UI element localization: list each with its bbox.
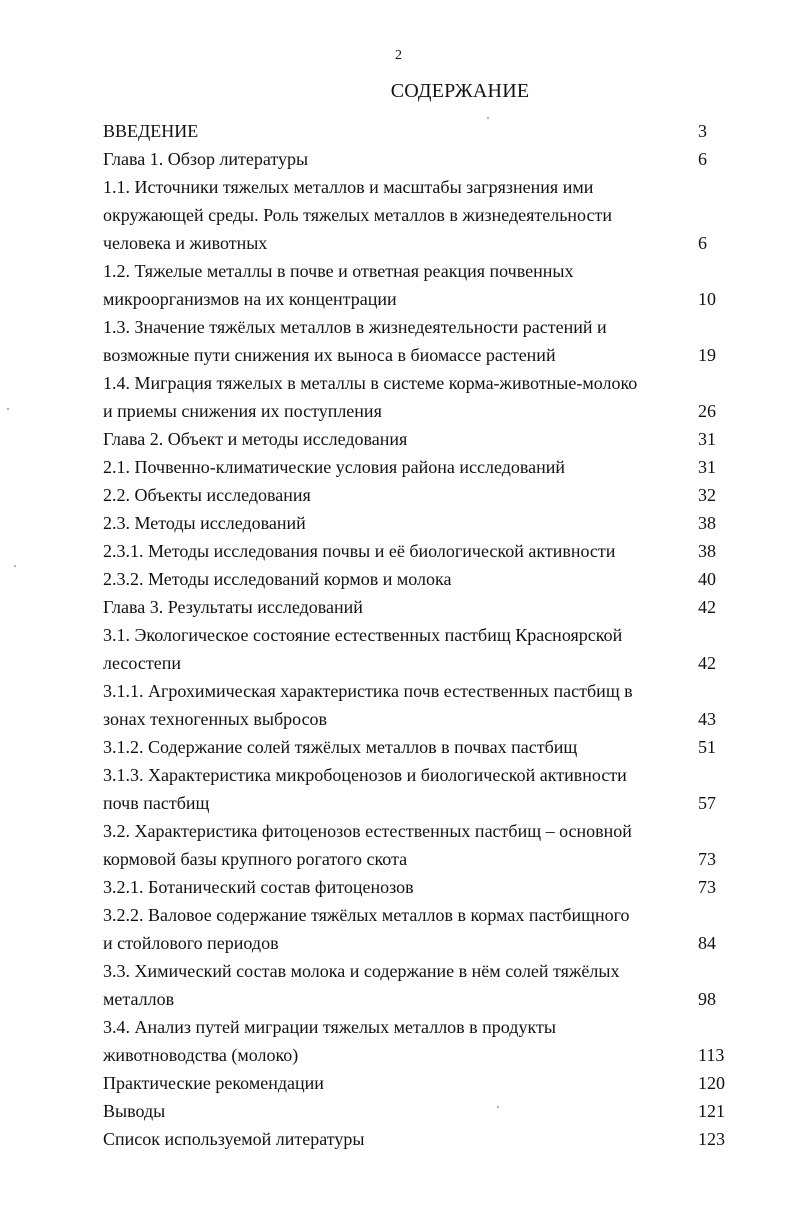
toc-entry-title (103, 1013, 698, 1069)
toc-entry-page-number: 10 (698, 289, 716, 309)
toc-entry-title-line: и стойлового периодов (103, 933, 279, 953)
toc-entry-title (103, 425, 698, 453)
toc-entry-title-line: животноводства (молоко) (103, 1045, 299, 1065)
toc-entry-page-number: 73 (698, 877, 716, 897)
toc-entry-title-line: 3.1. Экологическое состояние естественных пастбищ Красноярской (103, 625, 623, 645)
toc-entry (103, 565, 743, 593)
toc-entry-page-number: 32 (698, 485, 716, 505)
toc-entry (103, 145, 743, 173)
toc-entry-page-number: 38 (698, 513, 716, 533)
toc-entry-page-number: 98 (698, 989, 716, 1009)
table-of-contents (103, 117, 743, 1153)
toc-entry-title (103, 733, 698, 761)
toc-entry (103, 117, 743, 145)
toc-entry-page-number: 31 (698, 457, 716, 477)
toc-entry-title-line: кормовой базы крупного рогатого скота (103, 849, 408, 869)
toc-entry-page-number: 6 (698, 233, 707, 253)
toc-entry-title-line: 1.2. Тяжелые металлы в почве и ответная реакция почвенных (103, 261, 574, 281)
scan-speck (497, 1106, 499, 1108)
toc-entry-page-number: 6 (698, 149, 707, 169)
toc-entry-page-number: 121 (698, 1101, 725, 1121)
toc-entry-page-number: 123 (698, 1129, 725, 1149)
toc-entry-title-line: человека и животных (103, 233, 268, 253)
toc-entry-title-line: 2.3.2. Методы исследований кормов и молока (103, 569, 452, 589)
toc-entry (103, 453, 743, 481)
toc-entry-title (103, 369, 698, 425)
toc-entry-page-number: 73 (698, 849, 716, 869)
scan-speck (7, 408, 9, 410)
toc-entry-title-line: 3.1.1. Агрохимическая характеристика почв естественных пастбищ в (103, 681, 633, 701)
toc-entry-page-number: 38 (698, 541, 716, 561)
toc-entry (103, 173, 743, 257)
toc-entry-title-line: Глава 3. Результаты исследований (103, 597, 363, 617)
toc-entry-page-number: 51 (698, 737, 716, 757)
toc-entry-title-line: 3.3. Химический состав молока и содержание в нём солей тяжёлых (103, 961, 620, 981)
toc-entry-title (103, 1069, 698, 1097)
toc-entry-title-line: Список используемой литературы (103, 1129, 365, 1149)
toc-entry (103, 1097, 743, 1125)
toc-entry (103, 677, 743, 733)
toc-entry (103, 481, 743, 509)
toc-entry-title-line: 3.2.1. Ботанический состав фитоценозов (103, 877, 414, 897)
toc-entry-title (103, 257, 698, 313)
toc-entry (103, 425, 743, 453)
toc-entry-page-number: 84 (698, 933, 716, 953)
toc-entry (103, 257, 743, 313)
toc-entry (103, 733, 743, 761)
toc-entry-title (103, 593, 698, 621)
toc-entry (103, 873, 743, 901)
toc-entry-title (103, 173, 698, 257)
toc-entry (103, 313, 743, 369)
toc-entry-title (103, 761, 698, 817)
toc-entry-title (103, 1097, 698, 1125)
toc-entry-title (103, 537, 698, 565)
toc-entry-title-line: 1.1. Источники тяжелых металлов и масштабы загрязнения ими (103, 177, 594, 197)
toc-entry-page-number: 113 (698, 1045, 725, 1065)
toc-entry-title-line: 3.1.3. Характеристика микробоценозов и биологической активности (103, 765, 627, 785)
toc-entry-title (103, 453, 698, 481)
toc-entry (103, 957, 743, 1013)
toc-entry-title (103, 621, 698, 677)
toc-entry-page-number: 57 (698, 793, 716, 813)
scan-speck (14, 565, 16, 567)
toc-entry (103, 593, 743, 621)
toc-entry (103, 369, 743, 425)
toc-entry-title (103, 481, 698, 509)
toc-entry-title (103, 313, 698, 369)
toc-entry-title (103, 677, 698, 733)
toc-entry-title (103, 509, 698, 537)
toc-entry-title-line: 1.3. Значение тяжёлых металлов в жизнедеятельности растений и (103, 317, 607, 337)
toc-entry-title (103, 957, 698, 1013)
toc-entry-title-line: окружающей среды. Роль тяжелых металлов в жизнедеятельности (103, 205, 612, 225)
toc-entry-title-line: 2.3. Методы исследований (103, 513, 306, 533)
toc-entry-page-number: 40 (698, 569, 716, 589)
toc-entry-title-line: лесостепи (103, 653, 181, 673)
page-number: 2 (395, 48, 402, 63)
page-title: СОДЕРЖАНИЕ (390, 80, 530, 102)
toc-entry (103, 817, 743, 873)
toc-entry-title (103, 817, 698, 873)
toc-entry-page-number: 42 (698, 653, 716, 673)
toc-entry-title-line: почв пастбищ (103, 793, 210, 813)
toc-entry-title-line: 2.2. Объекты исследования (103, 485, 311, 505)
toc-entry-title (103, 565, 698, 593)
toc-entry-page-number: 31 (698, 429, 716, 449)
toc-entry (103, 1013, 743, 1069)
toc-entry-title-line: металлов (103, 989, 175, 1009)
toc-entry-title-line: Глава 1. Обзор литературы (103, 149, 309, 169)
scan-speck (487, 117, 489, 119)
toc-entry-title (103, 873, 698, 901)
toc-entry-title-line: Практические рекомендации (103, 1073, 324, 1093)
toc-entry-title-line: микроорганизмов на их концентрации (103, 289, 397, 309)
toc-entry-title-line: возможные пути снижения их выноса в биомассе растений (103, 345, 556, 365)
toc-entry-title-line: Выводы (103, 1101, 166, 1121)
toc-entry-title-line: зонах техногенных выбросов (103, 709, 328, 729)
toc-entry (103, 537, 743, 565)
toc-entry-title-line: 3.4. Анализ путей миграции тяжелых металлов в продукты (103, 1017, 556, 1037)
toc-entry-title-line: 3.2. Характеристика фитоценозов естественных пастбищ – основной (103, 821, 632, 841)
toc-entry (103, 509, 743, 537)
toc-entry-title-line: 3.2.2. Валовое содержание тяжёлых металлов в кормах пастбищного (103, 905, 630, 925)
toc-entry-title-line: и приемы снижения их поступления (103, 401, 382, 421)
toc-entry-title-line: 3.1.2. Содержание солей тяжёлых металлов в почвах пастбищ (103, 737, 578, 757)
toc-entry-title (103, 1125, 698, 1153)
toc-entry (103, 1125, 743, 1153)
toc-entry-title (103, 117, 698, 145)
toc-entry (103, 621, 743, 677)
toc-entry-title-line: ВВЕДЕНИЕ (103, 121, 199, 141)
toc-entry-title-line: 1.4. Миграция тяжелых в металлы в системе корма-животные-молоко (103, 373, 638, 393)
toc-entry (103, 761, 743, 817)
toc-entry-page-number: 3 (698, 121, 707, 141)
toc-entry-title (103, 901, 698, 957)
toc-entry-page-number: 26 (698, 401, 716, 421)
toc-entry-title-line: 2.3.1. Методы исследования почвы и её биологической активности (103, 541, 616, 561)
toc-entry-page-number: 19 (698, 345, 716, 365)
toc-entry-page-number: 120 (698, 1073, 725, 1093)
toc-entry (103, 901, 743, 957)
toc-entry (103, 1069, 743, 1097)
toc-entry-page-number: 42 (698, 597, 716, 617)
toc-entry-page-number: 43 (698, 709, 716, 729)
toc-entry-title-line: 2.1. Почвенно-климатические условия района исследований (103, 457, 566, 477)
toc-entry-title (103, 145, 698, 173)
toc-entry-title-line: Глава 2. Объект и методы исследования (103, 429, 408, 449)
